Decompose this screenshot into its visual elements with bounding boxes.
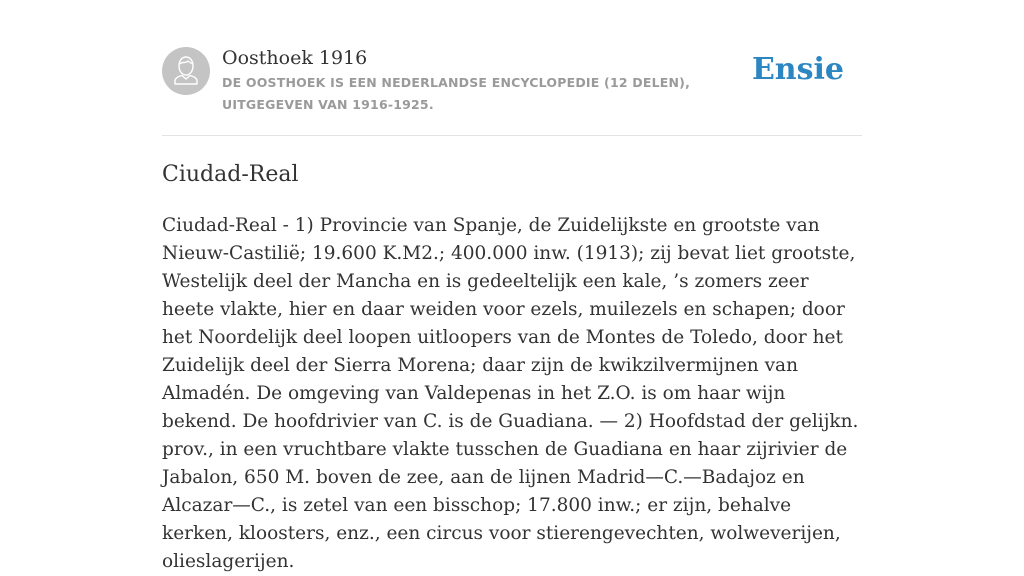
source-header xyxy=(162,46,862,116)
entry-title: Ciudad-Real xyxy=(162,162,299,187)
ensie-logo-link[interactable]: Ensie xyxy=(751,52,844,87)
divider xyxy=(162,135,862,136)
avatar xyxy=(162,47,210,95)
source-title[interactable]: Oosthoek 1916 xyxy=(222,47,368,69)
user-icon xyxy=(162,47,210,95)
source-description: DE OOSTHOEK IS EEN NEDERLANDSE ENCYCLOPEDIE (12 DELEN), UITGEGEVEN VAN 1916-1925. xyxy=(222,75,691,112)
entry-body: Ciudad-Real - 1) Provincie van Spanje, de Zuidelijkste en grootste van Nieuw-Castilië; 19.600 K.M2.; 400.000 inw. (1913); zij bevat liet grootste, Westelijk deel der Mancha en is gedeeltelijk een kale, ’s zomers zeer heete vlakte, hier en daar weiden voor ezels, muilezels en schapen; door het Noordelijk deel loopen uitloopers van de Montes de Toledo, door het Zuidelijk deel der Sierra Morena; daar zijn de kwikzilvermijnen van Almadén. De omgeving van Valdepenas in het Z.O. is om haar wijn bekend. De hoofdrivier van C. is de Guadiana. — 2) Hoofdstad der gelijkn. prov., in een vruchtbare vlakte tusschen de Guadiana en haar zijrivier de Jabalon, 650 M. boven de zee, aan de lijnen Madrid—C.—Badajoz en Alcazar—C., is zetel van een bisschop; 17.800 inw.; er zijn, behalve kerken, kloosters, enz., een circus voor stierengevechten, wolweverijen, olieslagerijen. xyxy=(162,215,859,572)
